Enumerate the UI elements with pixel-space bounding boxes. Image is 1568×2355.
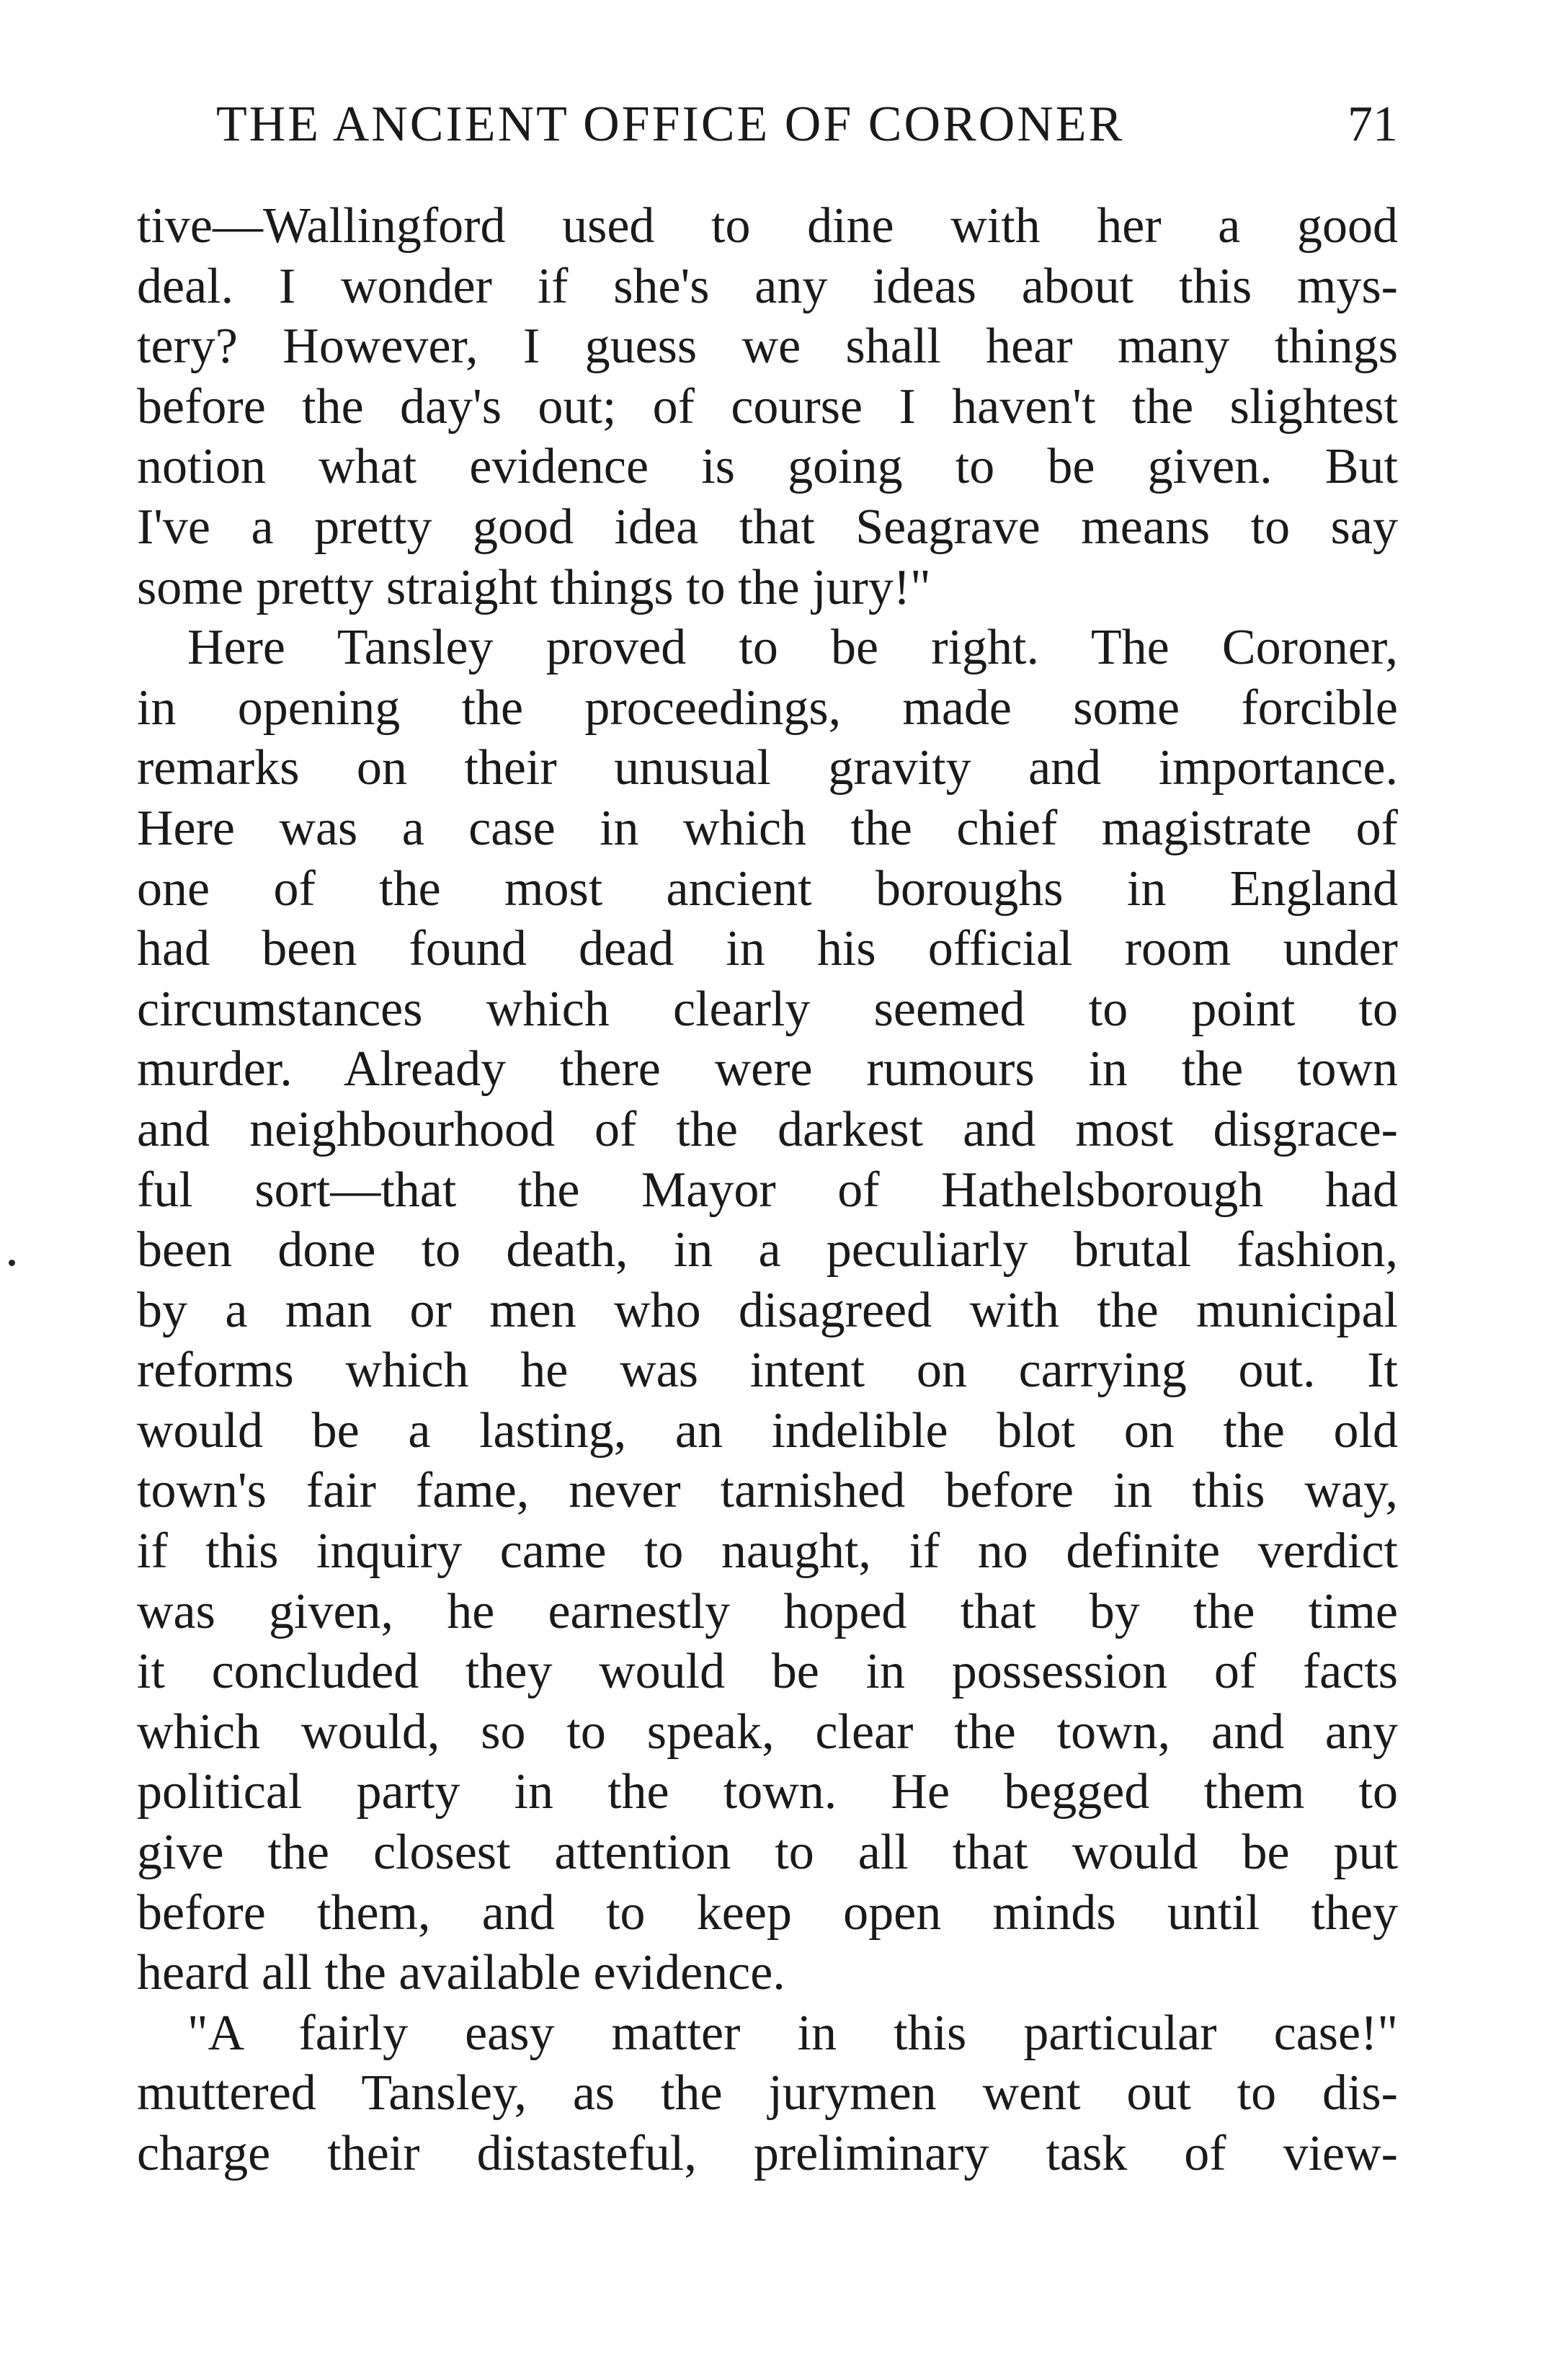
text-line: town's fair fame, never tarnished before in this way, bbox=[137, 1463, 1398, 1519]
text-line: notion what evidence is going to be given. But bbox=[137, 439, 1398, 495]
text-line: charge their distasteful, preliminary task of view- bbox=[137, 2126, 1398, 2181]
text-line: would be a lasting, an indelible blot on the old bbox=[137, 1402, 1398, 1459]
text-line: one of the most ancient boroughs in England bbox=[137, 860, 1398, 917]
text-line: Here Tansley proved to be right. The Coroner, bbox=[187, 620, 1398, 676]
running-head bbox=[137, 85, 1398, 164]
text-line: tery? However, I guess we shall hear many things bbox=[137, 319, 1398, 375]
text-line: was given, he earnestly hoped that by the time bbox=[137, 1583, 1398, 1639]
text-line: Here was a case in which the chief magistrate of bbox=[137, 800, 1398, 856]
text-line: reforms which he was intent on carrying out. It bbox=[137, 1343, 1398, 1399]
text-line: remarks on their unusual gravity and importance. bbox=[137, 740, 1398, 796]
text-line: political party in the town. He begged them to bbox=[137, 1764, 1398, 1820]
text-line: deal. I wonder if she's any ideas about this mys- bbox=[137, 258, 1398, 314]
body-text bbox=[137, 196, 1398, 2184]
text-line: before the day's out; of course I haven't the slightest bbox=[137, 378, 1398, 435]
text-line: give the closest attention to all that would be put bbox=[137, 1825, 1398, 1881]
text-line: which would, so to speak, clear the town, and any bbox=[137, 1704, 1398, 1760]
text-line: and neighbourhood of the darkest and most disgrace- bbox=[137, 1101, 1398, 1157]
text-line: ful sort—that the Mayor of Hathelsborough had bbox=[137, 1162, 1398, 1218]
text-line: had been found dead in his official room under bbox=[137, 921, 1398, 977]
text-line: "A fairly easy matter in this particular case!" bbox=[187, 2005, 1398, 2061]
page-number: 71 bbox=[1348, 97, 1398, 152]
text-line: tive—Wallingford used to dine with her a good bbox=[137, 198, 1398, 254]
text-line: circumstances which clearly seemed to point to bbox=[137, 981, 1398, 1037]
text-line: heard all the available evidence. bbox=[137, 1945, 785, 2001]
text-line: before them, and to keep open minds until they bbox=[137, 1884, 1398, 1941]
text-line: some pretty straight things to the jury!" bbox=[137, 559, 931, 615]
text-line: muttered Tansley, as the jurymen went out to dis- bbox=[137, 2065, 1398, 2122]
margin-mark bbox=[9, 1260, 15, 1266]
text-line: if this inquiry came to naught, if no definite verdict bbox=[137, 1523, 1398, 1580]
text-line: in opening the proceedings, made some forcible bbox=[137, 680, 1398, 736]
text-line: I've a pretty good idea that Seagrave means to say bbox=[137, 499, 1398, 555]
text-line: murder. Already there were rumours in the town bbox=[137, 1041, 1398, 1098]
text-line: it concluded they would be in possession of facts bbox=[137, 1644, 1398, 1700]
text-line: by a man or men who disagreed with the municipal bbox=[137, 1282, 1398, 1338]
running-title: THE ANCIENT OFFICE OF CORONER bbox=[216, 97, 1125, 152]
text-line: been done to death, in a peculiarly brutal fashion, bbox=[137, 1222, 1398, 1278]
